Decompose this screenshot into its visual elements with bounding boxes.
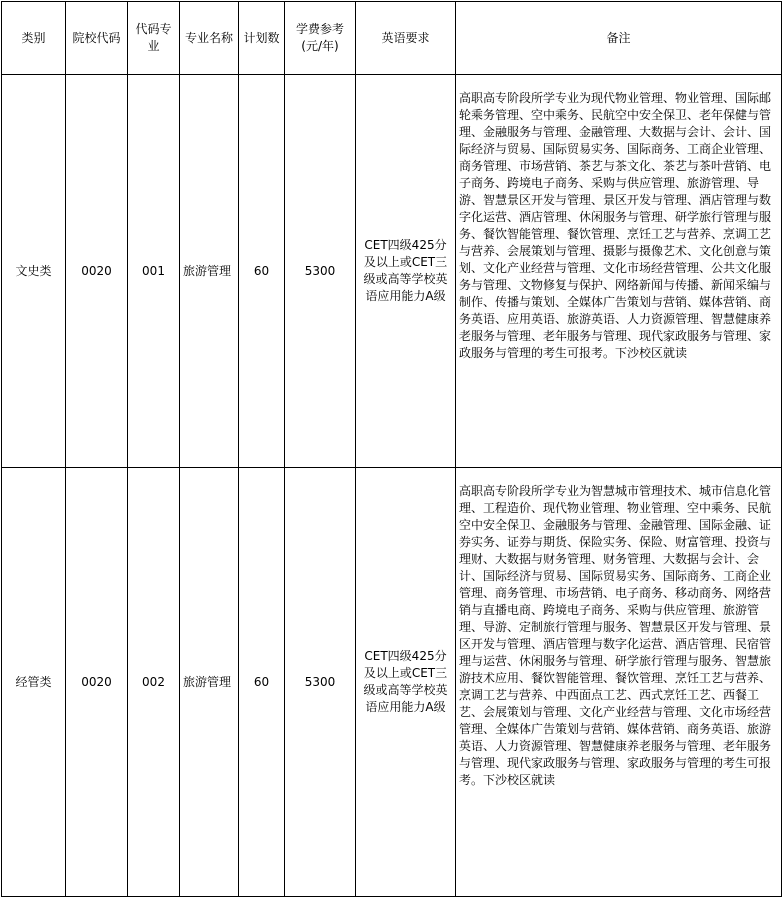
header-major-name: 专业名称 (180, 2, 239, 75)
major-code-cell: 002 (128, 468, 180, 897)
admissions-table (1, 1, 782, 897)
plan-count-cell: 60 (239, 75, 285, 468)
plan-count-cell: 60 (239, 468, 285, 897)
tuition-cell: 5300 (285, 468, 356, 897)
header-english-req: 英语要求 (356, 2, 456, 75)
category-cell: 经管类 (2, 468, 66, 897)
category-cell: 文史类 (2, 75, 66, 468)
header-plan-count: 计划数 (239, 2, 285, 75)
major-name-cell: 旅游管理 (180, 468, 239, 897)
major-name-cell: 旅游管理 (180, 75, 239, 468)
header-school-code: 院校代码 (66, 2, 128, 75)
english-req-cell: CET四级425分及以上或CET三级或高等学校英语应用能力A级 (356, 75, 456, 468)
header-row (2, 2, 782, 75)
major-code-cell: 001 (128, 75, 180, 468)
school-code-cell: 0020 (66, 75, 128, 468)
english-req-cell: CET四级425分及以上或CET三级或高等学校英语应用能力A级 (356, 468, 456, 897)
notes-cell: 高职高专阶段所学专业为智慧城市管理技术、城市信息化管理、工程造价、现代物业管理、物业管理、空中乘务、民航空中安全保卫、金融服务与管理、金融管理、国际金融、证券实务、证券与期货、保险实务、保险、财富管理、投资与理财、大数据与财务管理、财务管理、大数据与会计、会计、国际经济与贸易、国际贸易实务、国际商务、工商企业管理、商务管理、市场营销、电子商务、移动商务、网络营销与直播电商、跨境电子商务、采购与供应管理、旅游管理、导游、定制旅行管理与服务、智慧景区开发与管理、景区开发与管理、酒店管理与数字化运营、酒店管理、民宿管理与运营、休闲服务与管理、研学旅行管理与服务、智慧旅游技术应用、餐饮智能管理、餐饮管理、烹饪工艺与营养、烹调工艺与营养、中西面点工艺、西式烹饪工艺、西餐工艺、会展策划与管理、文化产业经营与管理、文化市场经营管理、全媒体广告策划与营销、媒体营销、商务英语、旅游英语、人力资源管理、智慧健康养老服务与管理、老年服务与管理、现代家政服务与管理、家政服务与管理的考生可报考。下沙校区就读 (456, 468, 782, 897)
header-notes: 备注 (456, 2, 782, 75)
table-row (2, 75, 782, 468)
header-tuition: 学费参考(元/年) (285, 2, 356, 75)
header-major-code: 代码专业 (128, 2, 180, 75)
table-row (2, 468, 782, 897)
notes-cell: 高职高专阶段所学专业为现代物业管理、物业管理、国际邮轮乘务管理、空中乘务、民航空中安全保卫、老年保健与管理、金融服务与管理、金融管理、大数据与会计、会计、国际经济与贸易、国际贸易实务、国际商务、工商企业管理、商务管理、市场营销、茶艺与茶文化、茶艺与茶叶营销、电子商务、跨境电子商务、采购与供应管理、旅游管理、导游、智慧景区开发与管理、景区开发与管理、酒店管理与数字化运营、酒店管理、休闲服务与管理、研学旅行管理与服务、餐饮智能管理、餐饮管理、烹饪工艺与营养、烹调工艺与营养、会展策划与管理、摄影与摄像艺术、文化创意与策划、文化产业经营与管理、文化市场经营管理、公共文化服务与管理、文物修复与保护、网络新闻与传播、新闻采编与制作、传播与策划、全媒体广告策划与营销、媒体营销、商务英语、应用英语、旅游英语、人力资源管理、智慧健康养老服务与管理、老年服务与管理、现代家政服务与管理、家政服务与管理的考生可报考。下沙校区就读 (456, 75, 782, 468)
school-code-cell: 0020 (66, 468, 128, 897)
tuition-cell: 5300 (285, 75, 356, 468)
header-category: 类别 (2, 2, 66, 75)
